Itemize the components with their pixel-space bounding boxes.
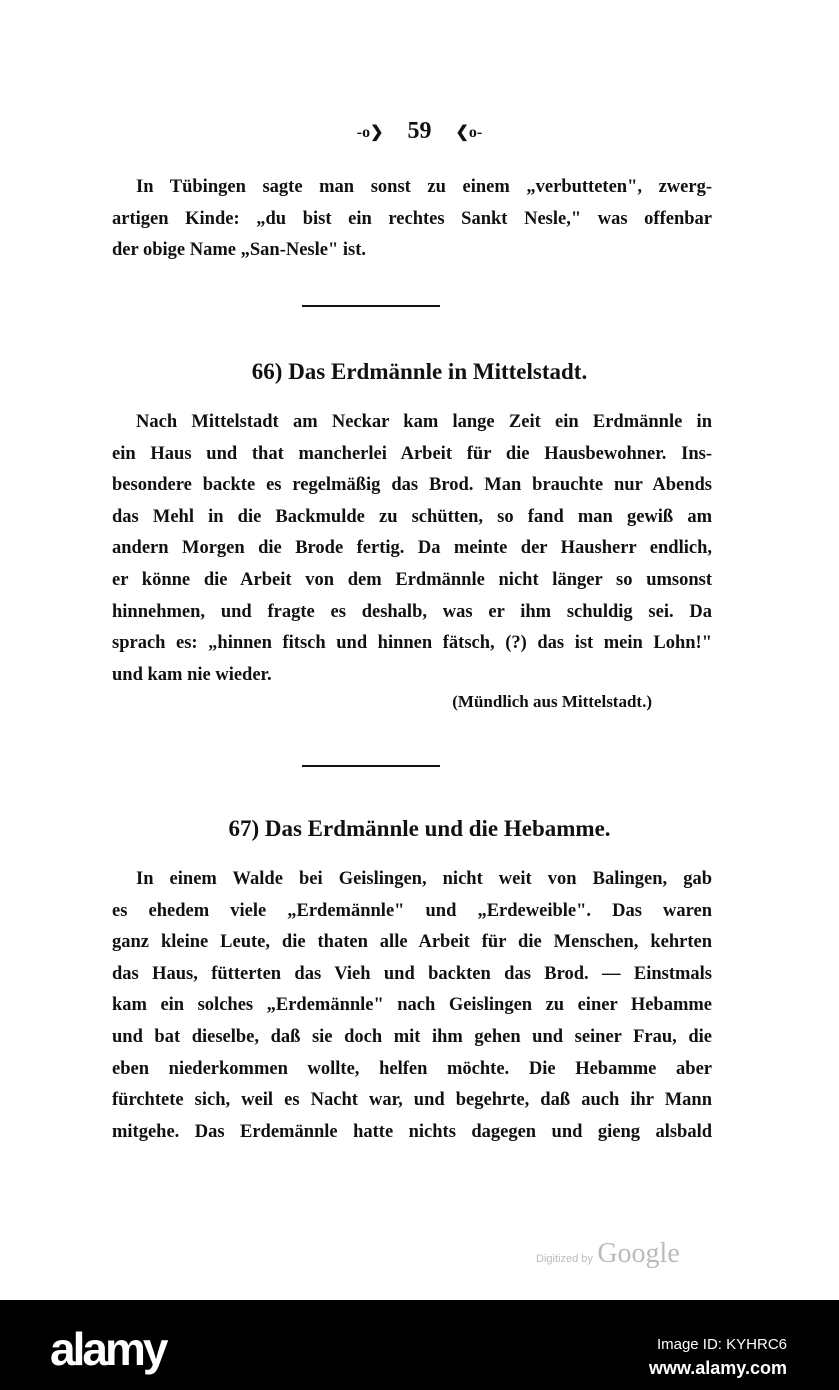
text-line: und bat dieselbe, daß sie doch mit ihm gehen und seiner Frau, die [112, 1026, 712, 1047]
stock-footer-bar [0, 1300, 839, 1390]
text-line: eben niederkommen wollte, helfen möchte. Die Hebamme aber [112, 1058, 712, 1079]
google-logo: Google [597, 1238, 680, 1269]
divider [302, 765, 440, 767]
intro-paragraph [112, 172, 712, 267]
text-line: In Tübingen sagte man sonst zu einem „verbutteten", zwerg- [136, 177, 712, 197]
text-line: das Mehl in die Backmulde zu schütten, so fand man gewiß am [112, 506, 712, 527]
page-number: 59 [407, 118, 432, 144]
text-line: ein Haus und that mancherlei Arbeit für die Hausbewohner. Ins- [112, 443, 712, 464]
text-line: artigen Kinde: „du bist ein rechtes Sankt Nesle," was offenbar [112, 208, 712, 229]
text-line: besondere backte es regelmäßig das Brod. Man brauchte nur Abends [112, 475, 712, 496]
text-line: er könne die Arbeit von dem Erdmännle nicht länger so umsonst [112, 569, 712, 590]
text-line: sprach es: „hinnen fitsch und hinnen fätsch, (?) das ist mein Lohn!" [112, 633, 712, 654]
image-id: Image ID: KYHRC6 [656, 1336, 787, 1353]
section-66-paragraph [112, 407, 712, 691]
text-line: ganz kleine Leute, die thaten alle Arbeit für die Menschen, kehrten [112, 932, 712, 953]
text-line: es ehedem viele „Erdemännle" und „Erdeweible". Das waren [112, 900, 712, 921]
text-line: In einem Walde bei Geislingen, nicht weit von Balingen, gab [136, 869, 712, 889]
text-line: Nach Mittelstadt am Neckar kam lange Zeit ein Erdmännle in [136, 412, 712, 432]
text-line: andern Morgen die Brode fertig. Da meinte der Hausherr endlich, [112, 538, 712, 559]
section-67-paragraph [112, 864, 712, 1148]
website-link[interactable]: www.alamy.com [648, 1358, 787, 1378]
divider [302, 305, 440, 307]
digitized-prefix: Digitized by [536, 1253, 593, 1265]
text-line: fürchtete sich, weil es Nacht war, und begehrte, daß auch ihr Mann [112, 1090, 712, 1111]
ornament-left-icon: -o❯ [356, 124, 384, 142]
text-line: der obige Name „San-Nesle" ist. [112, 240, 367, 261]
alamy-logo: alamy [50, 1323, 166, 1375]
digitized-watermark [536, 1238, 680, 1270]
text-line: kam ein solches „Erdemännle" nach Geislingen zu einer Hebamme [112, 995, 712, 1016]
text-line: mitgehe. Das Erdemännle hatte nichts dagegen und gieng alsbald [112, 1121, 712, 1142]
text-line: hinnehmen, und fragte es deshalb, was er ihm schuldig sei. Da [112, 601, 712, 622]
source-note: (Mündlich aus Mittelstadt.) [452, 692, 652, 711]
text-line: das Haus, fütterten das Vieh und backten das Brod. — Einstmals [112, 963, 712, 984]
ornament-right-icon: ❮o- [455, 124, 483, 142]
page-header [0, 118, 839, 145]
text-line: und kam nie wieder. [112, 664, 272, 685]
section-67-heading: 67) Das Erdmännle und die Hebamme. [228, 816, 611, 841]
section-66-heading: 66) Das Erdmännle in Mittelstadt. [251, 359, 588, 384]
